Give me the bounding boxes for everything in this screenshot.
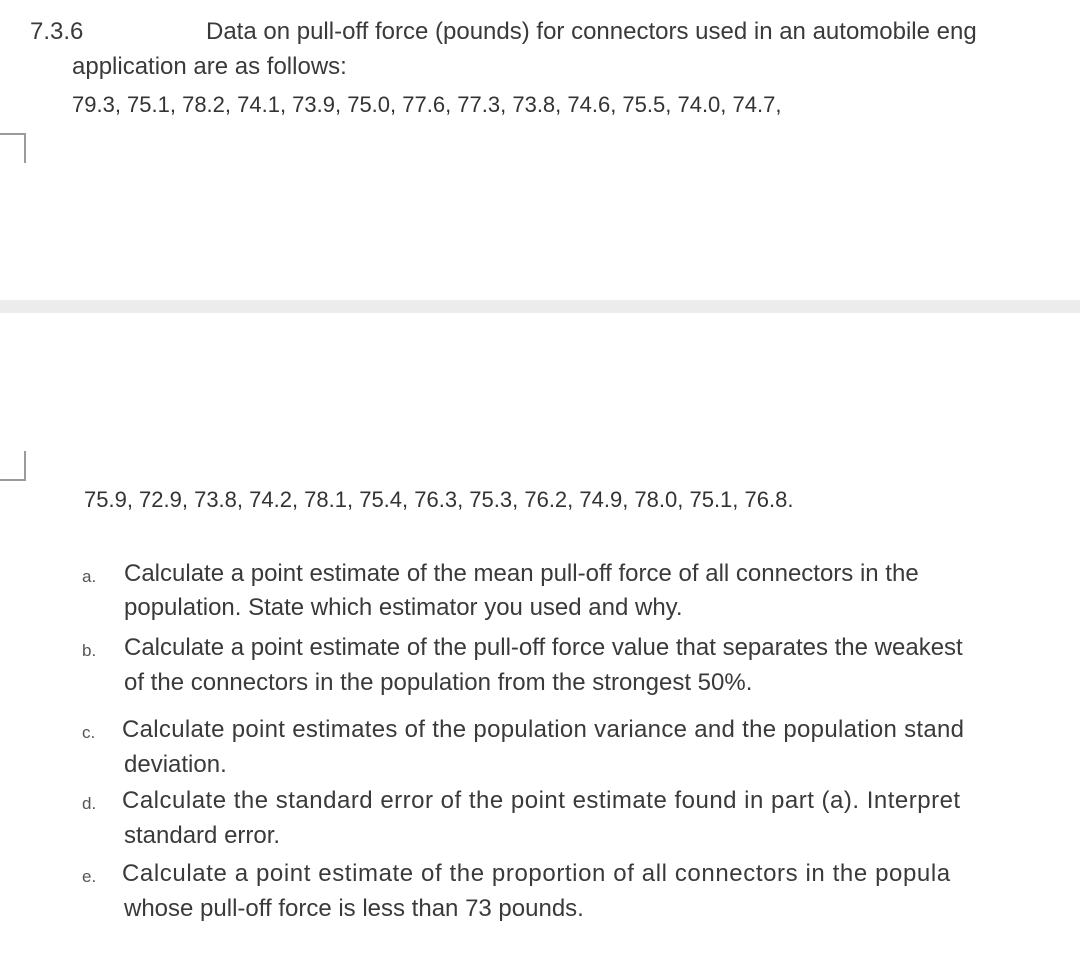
problem-intro-line-1: Data on pull-off force (pounds) for connectors used in an automobile eng (206, 18, 977, 45)
question-letter: a. (82, 567, 97, 586)
problem-intro-line-2: application are as follows: (72, 53, 347, 80)
question-text-line-2: of the connectors in the population from the strongest 50%. (124, 669, 753, 696)
question-text-line-1: Calculate a point estimate of the pull-off force value that separates the weakest (124, 634, 963, 661)
question-text-line-2: whose pull-off force is less than 73 pounds. (124, 895, 584, 922)
page-corner-mark-top (0, 133, 26, 163)
question-text-line-2: population. State which estimator you used and why. (124, 594, 683, 621)
question-text-line-1: Calculate a point estimate of the mean pull-off force of all connectors in the (124, 560, 919, 587)
question-text-line-1: Calculate the standard error of the point estimate found in part (a). Interpret (122, 787, 961, 814)
problem-number: 7.3.6 (30, 18, 84, 45)
question-letter: e. (82, 867, 97, 886)
question-letter: b. (82, 641, 97, 660)
page-corner-mark-bottom (0, 451, 26, 481)
data-values-line-2: 75.9, 72.9, 73.8, 74.2, 78.1, 75.4, 76.3, 75.3, 76.2, 74.9, 78.0, 75.1, 76.8. (84, 487, 794, 512)
question-text-line-2: deviation. (124, 751, 227, 778)
page-break-divider (0, 300, 1080, 313)
question-text-line-2: standard error. (124, 822, 281, 849)
data-values-line-1: 79.3, 75.1, 78.2, 74.1, 73.9, 75.0, 77.6, 77.3, 73.8, 74.6, 75.5, 74.0, 74.7, (72, 92, 782, 117)
question-text-line-1: Calculate a point estimate of the proportion of all connectors in the popula (122, 860, 951, 887)
question-letter: d. (82, 794, 97, 813)
question-letter: c. (82, 723, 96, 742)
question-text-line-1: Calculate point estimates of the population variance and the population stand (122, 716, 965, 743)
